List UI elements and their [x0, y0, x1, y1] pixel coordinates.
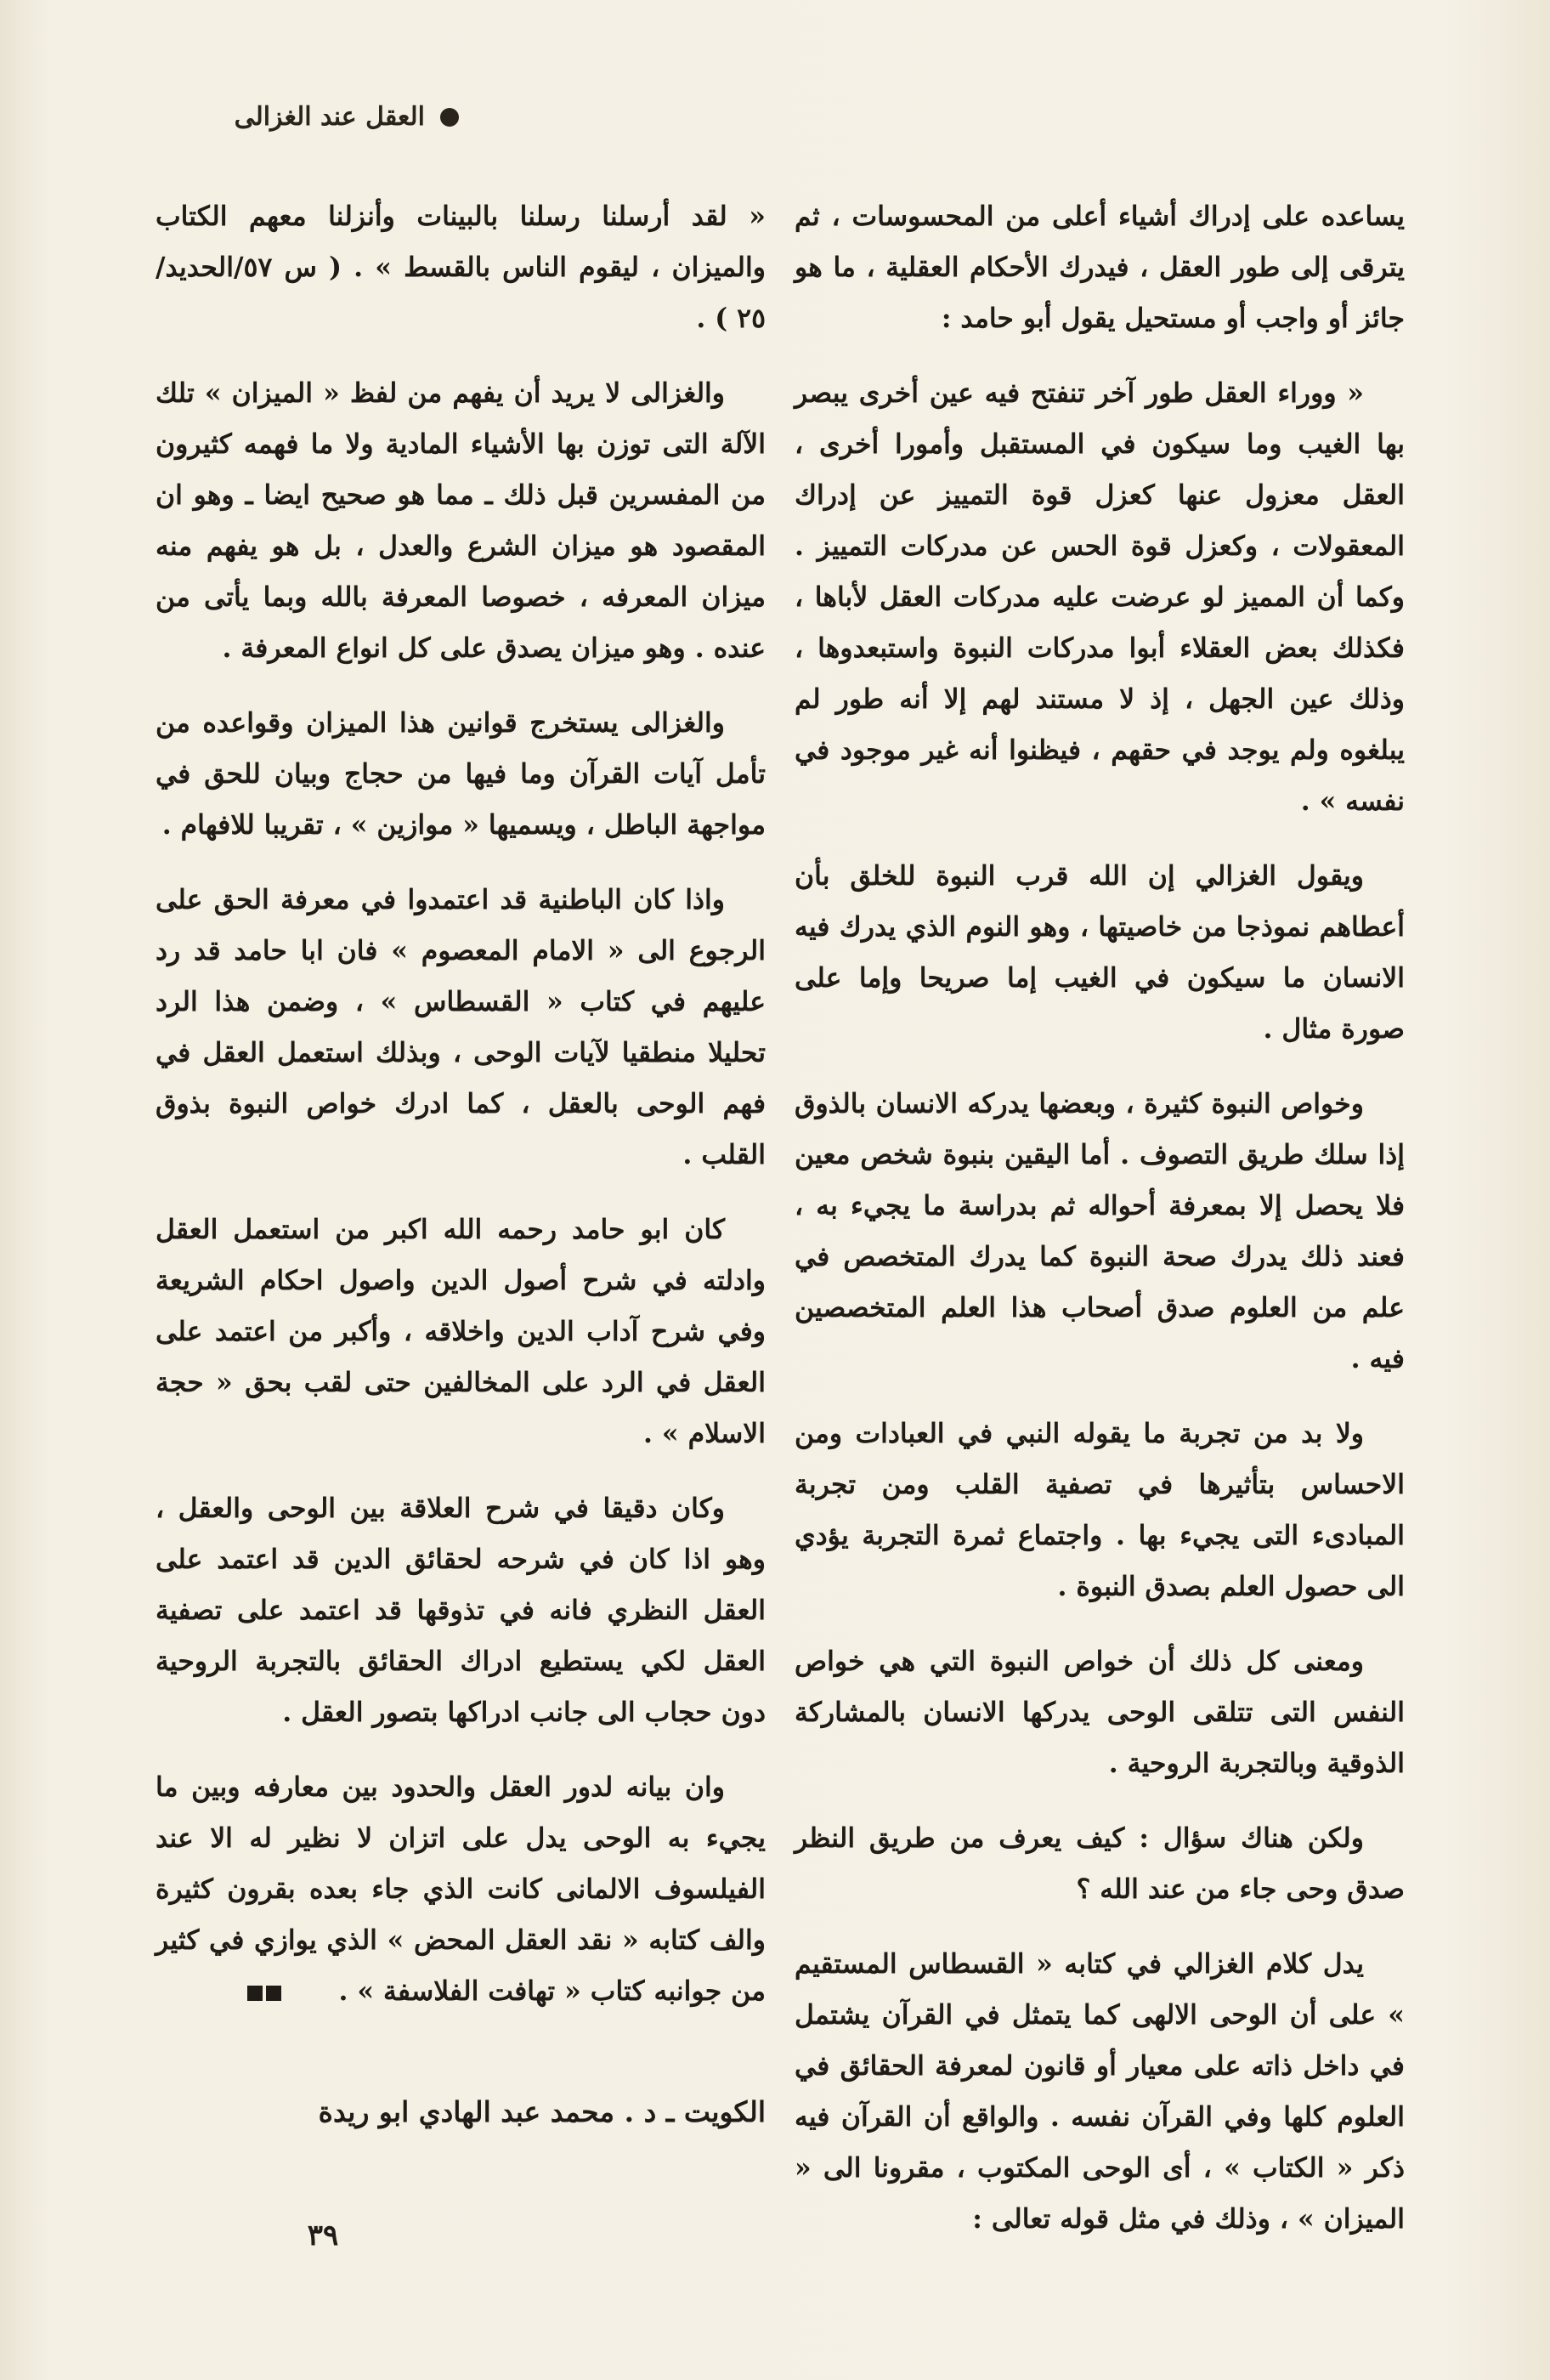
paragraph: ومعنى كل ذلك أن خواص النبوة التي هي خواص النفس التى تتلقى الوحى يدركها الانسان بالمشاركة الذوقية وبالتجربة الروحية . — [795, 1646, 1405, 1779]
paragraph: وخواص النبوة كثيرة ، وبعضها يدركه الانسان بالذوق إذا سلك طريق التصوف . أما اليقين بنبوة شخص معين فلا يحصل إلا بمعرفة أحواله ثم بدراسة ما يجيء به ، فعند ذلك يدرك صحة النبوة كما يدرك المتخصص في علم من العلوم صدق أصحاب هذا العلم المتخصصين فيه . — [795, 1088, 1405, 1374]
paragraph: يساعده على إدراك أشياء أعلى من المحسوسات ، ثم يترقى إلى طور العقل ، فيدرك الأحكام العقلية ، ما هو جائز أو واجب أو مستحيل يقول أبو حامد : — [795, 201, 1405, 334]
paragraph: وكان دقيقا في شرح العلاقة بين الوحى والعقل ، وهو اذا كان في شرحه لحقائق الدين قد اعتمد على العقل النظري فانه في تذوقها قد اعتمد على تصفية العقل لكي يستطيع ادراك الحقائق بالتجربة الروحية دون حجاب الى جانب ادراكها بتصور العقل . — [156, 1493, 766, 1728]
running-header — [136, 102, 459, 132]
right-column — [795, 191, 1405, 2269]
paragraph: ولكن هناك سؤال : كيف يعرف من طريق النظر صدق وحى جاء من عند الله ؟ — [795, 1822, 1405, 1905]
paragraph: يدل كلام الغزالي في كتابه « القسطاس المستقيم » على أن الوحى الالهى كما يتمثل في القرآن يشتمل في داخل ذاته على معيار أو قانون لمعرفة الحقائق في العلوم كلها وفي القرآن نفسه . والواقع أن القرآن فيه ذكر « الكتاب » ، أى الوحى المكتوب ، مقرونا الى « الميزان » ، وذلك في مثل قوله تعالى : — [795, 1948, 1405, 2235]
paragraph: والغزالى لا يريد أن يفهم من لفظ « الميزان » تلك الآلة التى توزن بها الأشياء المادية ولا ما فهمه كثيرون من المفسرين قبل ذلك ـ مما هو صحيح ايضا ـ وهو ان المقصود هو ميزان الشرع والعدل ، بل هو يفهم منه ميزان المعرفه ، خصوصا المعرفة بالله وبما يأتى من عنده . وهو ميزان يصدق على كل انواع المعرفة . — [156, 377, 766, 664]
page-number: ٣٩ — [307, 2218, 339, 2252]
left-column — [156, 191, 766, 2041]
paragraph: ولا بد من تجربة ما يقوله النبي في العبادات ومن الاحساس بتأثيرها في تصفية القلب ومن تجربة المبادىء التى يجيء بها . واجتماع ثمرة التجربة يؤدي الى حصول العلم بصدق النبوة . — [795, 1418, 1405, 1602]
author-signoff: الكويت ـ د . محمد عبد الهادي ابو ريدة — [318, 2095, 766, 2128]
paragraph-with-end-marks — [156, 1762, 766, 2017]
running-title: العقل عند الغزالى — [234, 102, 425, 132]
paragraph: « ووراء العقل طور آخر تنفتح فيه عين أخرى يبصر بها الغيب وما سيكون في المستقبل وأمورا أخرى ، العقل معزول عنها كعزل قوة التمييز عن إدراك المعقولات ، وكعزل قوة الحس عن مدركات التمييز . وكما أن المميز لو عرضت عليه مدركات العقل لأباها ، فكذلك بعض العقلاء أبوا مدركات النبوة واستبعدوها ، وذلك عين الجهل ، إذ لا مستند لهم إلا أنه طور لم يبلغوه ولم يوجد في حقهم ، فيظنوا أنه غير موجود في نفسه » . — [795, 377, 1405, 817]
paragraph-text: وان بيانه لدور العقل والحدود بين معارفه وبين ما يجيء به الوحى يدل على اتزان لا نظير له الا عند الفيلسوف الالمانى كانت الذي جاء بعده بقرون كثيرة والف كتابه « نقد العقل المحض » الذي يوازي في كثير من جوانبه كتاب « تهافت الفلاسفة » . — [156, 1771, 766, 2007]
paragraph: كان ابو حامد رحمه الله اكبر من استعمل العقل وادلته في شرح أصول الدين واصول احكام الشريعة وفي شرح آداب الدين واخلاقه ، وأكبر من اعتمد على العقل في الرد على المخالفين حتى لقب بحق « حجة الاسلام » . — [156, 1214, 766, 1449]
square-mark-icon — [247, 1986, 263, 2001]
paragraph: « لقد أرسلنا رسلنا بالبينات وأنزلنا معهم الكتاب والميزان ، ليقوم الناس بالقسط » . ( س ٥٧/الحديد/ ٢٥ ) . — [156, 201, 766, 334]
paragraph: والغزالى يستخرج قوانين هذا الميزان وقواعده من تأمل آيات القرآن وما فيها من حجاج وبيان للحق في مواجهة الباطل ، ويسميها « موازين » ، تقريبا للافهام . — [156, 707, 766, 841]
square-mark-icon — [266, 1986, 281, 2001]
paragraph: ويقول الغزالي إن الله قرب النبوة للخلق بأن أعطاهم نموذجا من خاصيتها ، وهو النوم الذي يدرك فيه الانسان ما سيكون في الغيب إما صريحا وإما على صورة مثال . — [795, 860, 1405, 1045]
bullet-dot-icon — [440, 108, 459, 127]
paragraph: واذا كان الباطنية قد اعتمدوا في معرفة الحق على الرجوع الى « الامام المعصوم » فان ابا حامد قد رد عليهم في كتاب « القسطاس » ، وضمن هذا الرد تحليلا منطقيا لآيات الوحى ، وبذلك استعمل العقل في فهم الوحى بالعقل ، كما ادرك خواص النبوة بذوق القلب . — [156, 884, 766, 1170]
end-of-article-marks — [244, 1966, 322, 2017]
